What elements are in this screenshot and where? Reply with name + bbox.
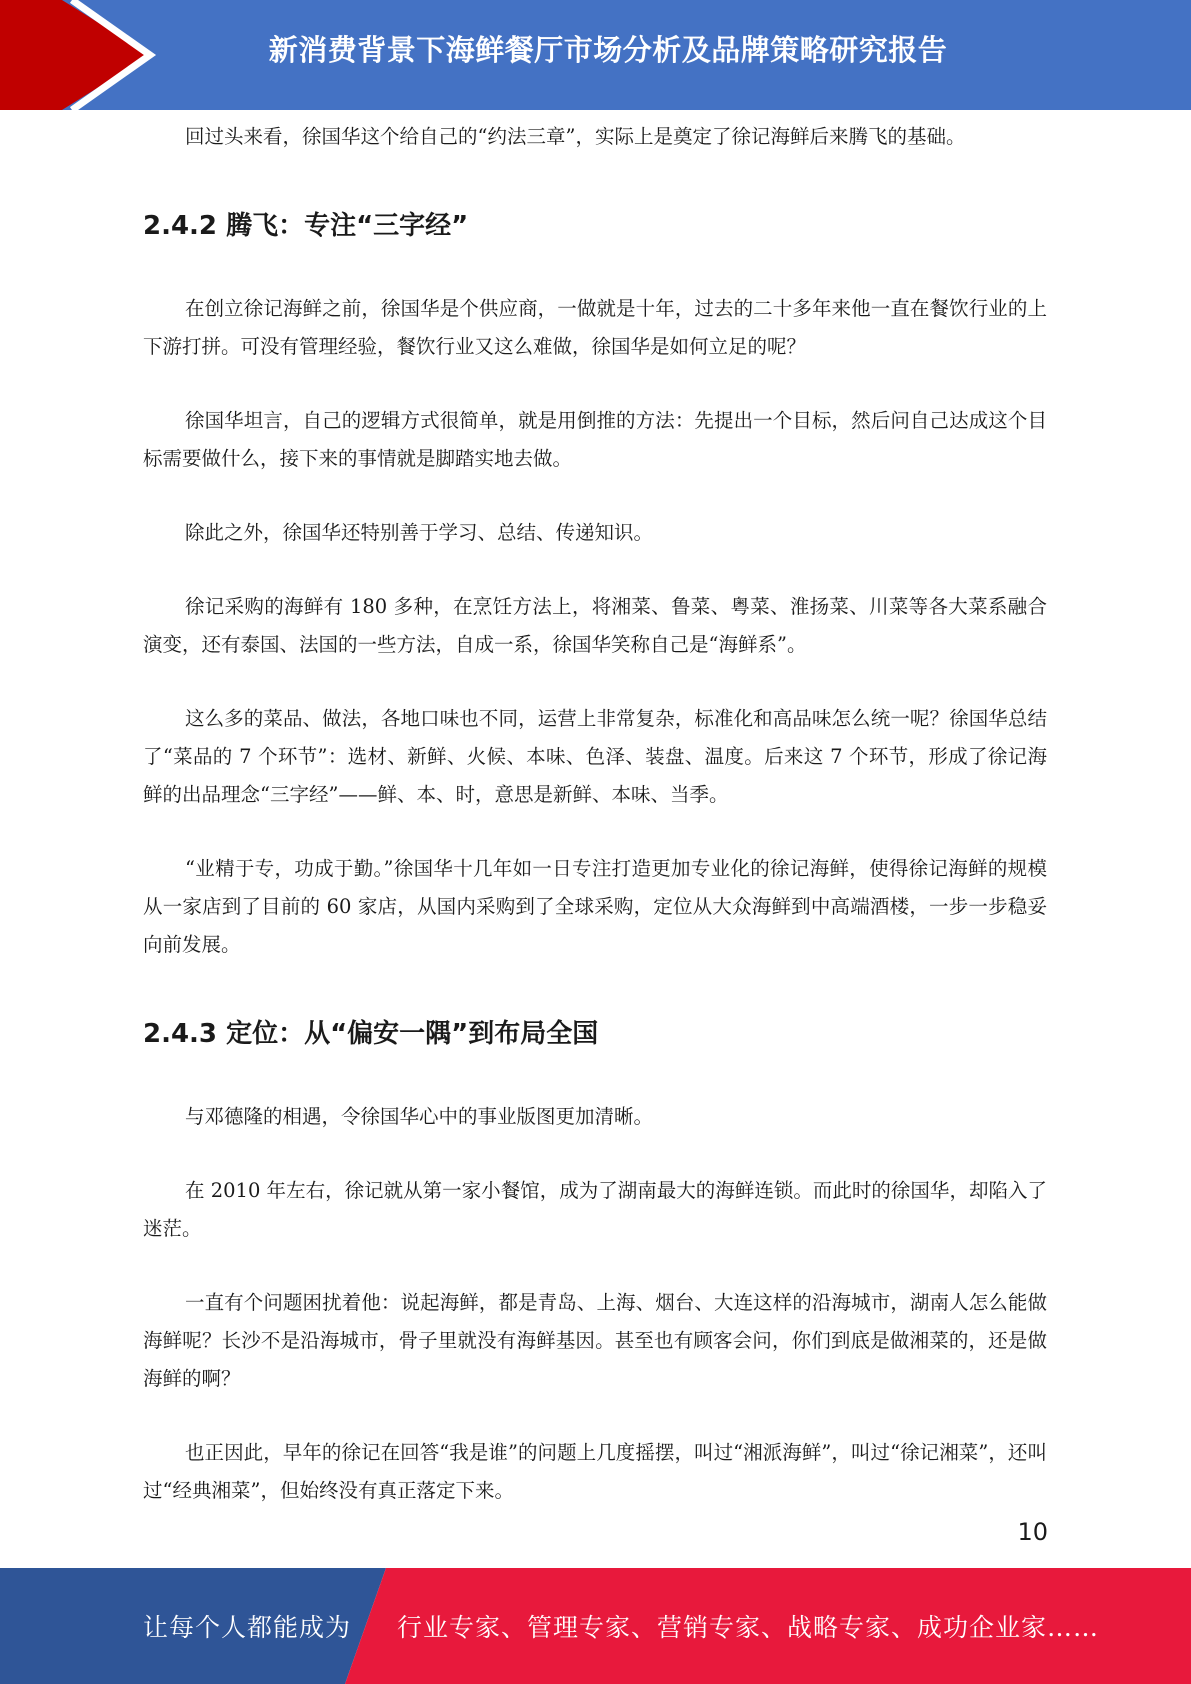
body-paragraph: 一直有个问题困扰着他：说起海鲜，都是青岛、上海、烟台、大连这样的沿海城市，湖南人怎么能做海鲜呢？长沙不是沿海城市，骨子里就没有海鲜基因。甚至也有顾客会问，你们到底是做湘菜的，还是做海鲜的啊？ bbox=[143, 1291, 1047, 1390]
footer-slogan-right: 行业专家、管理专家、营销专家、战略专家、成功企业家…… bbox=[397, 1613, 1100, 1642]
body-paragraph: 与邓德隆的相遇，令徐国华心中的事业版图更加清晰。 bbox=[185, 1105, 654, 1128]
body-paragraph: 在 2010 年左右，徐记就从第一家小餐馆，成为了湖南最大的海鲜连锁。而此时的徐国华，却陷入了迷茫。 bbox=[143, 1179, 1047, 1240]
body-paragraph: 徐记采购的海鲜有 180 多种，在烹饪方法上，将湘菜、鲁菜、粤菜、淮扬菜、川菜等各大菜系融合演变，还有泰国、法国的一些方法，自成一系，徐国华笑称自己是“海鲜系”。 bbox=[143, 595, 1047, 656]
body-paragraph: 这么多的菜品、做法，各地口味也不同，运营上非常复杂，标准化和高品味怎么统一呢？徐国华总结了“菜品的 7 个环节”：选材、新鲜、火候、本味、色泽、装盘、温度。后来这 7 个环节，形成了徐记海鲜的出品理念“三字经”——鲜、本、时，意思是新鲜、本味、当季。 bbox=[143, 707, 1047, 806]
body-paragraph: 除此之外，徐国华还特别善于学习、总结、传递知识。 bbox=[185, 521, 654, 544]
section-heading: 2.4.2 腾飞：专注“三字经” bbox=[143, 211, 469, 241]
footer-slogan-left: 让每个人都能成为 bbox=[143, 1613, 352, 1642]
body-paragraph: 徐国华坦言，自己的逻辑方式很简单，就是用倒推的方法：先提出一个目标，然后问自己达成这个目标需要做什么，接下来的事情就是脚踏实地去做。 bbox=[143, 409, 1047, 470]
body-paragraph: 也正因此，早年的徐记在回答“我是谁”的问题上几度摇摆，叫过“湘派海鲜”，叫过“徐记湘菜”，还叫过“经典湘菜”，但始终没有真正落定下来。 bbox=[143, 1441, 1047, 1502]
document-body bbox=[143, 118, 1047, 1546]
section-heading: 2.4.3 定位：从“偏安一隅”到布局全国 bbox=[143, 1019, 599, 1049]
header-title: 新消费背景下海鲜餐厅市场分析及品牌策略研究报告 bbox=[268, 33, 948, 67]
body-paragraph: 在创立徐记海鲜之前，徐国华是个供应商，一做就是十年，过去的二十多年来他一直在餐饮行业的上下游打拼。可没有管理经验，餐饮行业又这么难做，徐国华是如何立足的呢？ bbox=[143, 297, 1047, 358]
page-footer bbox=[0, 1568, 1191, 1684]
page-header bbox=[0, 0, 1191, 110]
page-number: 10 bbox=[1017, 1518, 1048, 1546]
body-paragraph: “业精于专，功成于勤。”徐国华十几年如一日专注打造更加专业化的徐记海鲜，使得徐记海鲜的规模从一家店到了目前的 60 家店，从国内采购到了全球采购，定位从大众海鲜到中高端酒楼，一步一步稳妥向前发展。 bbox=[143, 857, 1047, 956]
body-paragraph: 回过头来看，徐国华这个给自己的“约法三章”，实际上是奠定了徐记海鲜后来腾飞的基础。 bbox=[185, 125, 966, 148]
